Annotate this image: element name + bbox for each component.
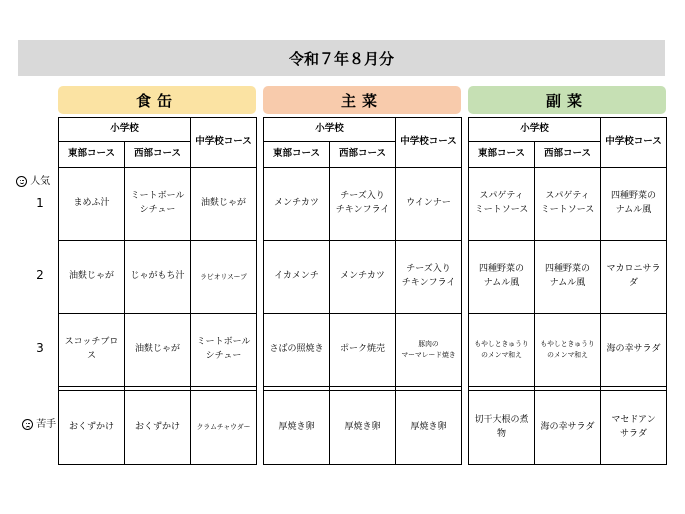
menu-table-fukusai: [468, 117, 667, 465]
page-title: 令和７年８月分: [18, 40, 665, 76]
dislike-cell: クラムチャウダー: [191, 391, 257, 465]
category-header-fukusai: 副菜: [468, 86, 666, 114]
rank-1: 1: [36, 196, 44, 210]
menu-cell: もやしときゅうり のメンマ和え: [469, 314, 535, 387]
menu-cell: スコッチブロス: [59, 314, 125, 387]
menu-cell: スパゲティ ミートソース: [469, 168, 535, 241]
course-header: 西部コース: [535, 142, 601, 168]
dislike-cell: 海の幸サラダ: [535, 391, 601, 465]
rank-3: 3: [36, 341, 44, 355]
menu-cell: ミートボール シチュー: [191, 314, 257, 387]
dislike-cell: 厚焼き卵: [264, 391, 330, 465]
rank-2: 2: [36, 268, 44, 282]
course-header: 東部コース: [264, 142, 330, 168]
menu-cell: ウインナー: [396, 168, 462, 241]
menu-cell: チーズ入り チキンフライ: [330, 168, 396, 241]
dislike-cell: おくずかけ: [125, 391, 191, 465]
course-header: 中学校コース: [396, 118, 462, 168]
popular-label: [16, 172, 50, 187]
menu-cell: まめふ汁: [59, 168, 125, 241]
menu-cell: もやしときゅうり のメンマ和え: [535, 314, 601, 387]
elementary-header: 小学校: [264, 118, 396, 142]
menu-cell: じゃがもち汁: [125, 241, 191, 314]
menu-cell: メンチカツ: [330, 241, 396, 314]
menu-cell: ミートボール シチュー: [125, 168, 191, 241]
menu-table-shusai: [263, 117, 462, 465]
menu-cell: 油麩じゃが: [191, 168, 257, 241]
frown-icon: [22, 419, 33, 430]
category-header-shusai: 主菜: [263, 86, 461, 114]
dislike-cell: マセドアン サラダ: [601, 391, 667, 465]
elementary-header: 小学校: [469, 118, 601, 142]
menu-cell: 四種野菜の ナムル風: [601, 168, 667, 241]
smile-icon: [16, 176, 27, 187]
course-header: 西部コース: [330, 142, 396, 168]
menu-cell: マカロニサラダ: [601, 241, 667, 314]
menu-cell: チーズ入り チキンフライ: [396, 241, 462, 314]
dislike-cell: 厚焼き卵: [396, 391, 462, 465]
dislike-cell: 切干大根の煮物: [469, 391, 535, 465]
course-header: 西部コース: [125, 142, 191, 168]
menu-cell: 油麩じゃが: [125, 314, 191, 387]
menu-cell: ラビオリスープ: [191, 241, 257, 314]
menu-table-shokkan: [58, 117, 257, 465]
menu-cell: ポーク焼売: [330, 314, 396, 387]
menu-cell: さばの照焼き: [264, 314, 330, 387]
category-header-shokkan: 食缶: [58, 86, 256, 114]
course-header: 中学校コース: [601, 118, 667, 168]
menu-cell: 油麩じゃが: [59, 241, 125, 314]
menu-cell: イカメンチ: [264, 241, 330, 314]
menu-cell: 海の幸サラダ: [601, 314, 667, 387]
course-header: 中学校コース: [191, 118, 257, 168]
menu-cell: 四種野菜の ナムル風: [535, 241, 601, 314]
dislike-cell: 厚焼き卵: [330, 391, 396, 465]
dislike-label: [22, 415, 56, 430]
course-header: 東部コース: [59, 142, 125, 168]
popular-label-text: 人気: [30, 176, 51, 187]
menu-cell: スパゲティ ミートソース: [535, 168, 601, 241]
menu-cell: 四種野菜の ナムル風: [469, 241, 535, 314]
dislike-label-text: 苦手: [36, 419, 57, 430]
menu-cell: 豚肉の マーマレード焼き: [396, 314, 462, 387]
course-header: 東部コース: [469, 142, 535, 168]
dislike-cell: おくずかけ: [59, 391, 125, 465]
elementary-header: 小学校: [59, 118, 191, 142]
menu-cell: メンチカツ: [264, 168, 330, 241]
